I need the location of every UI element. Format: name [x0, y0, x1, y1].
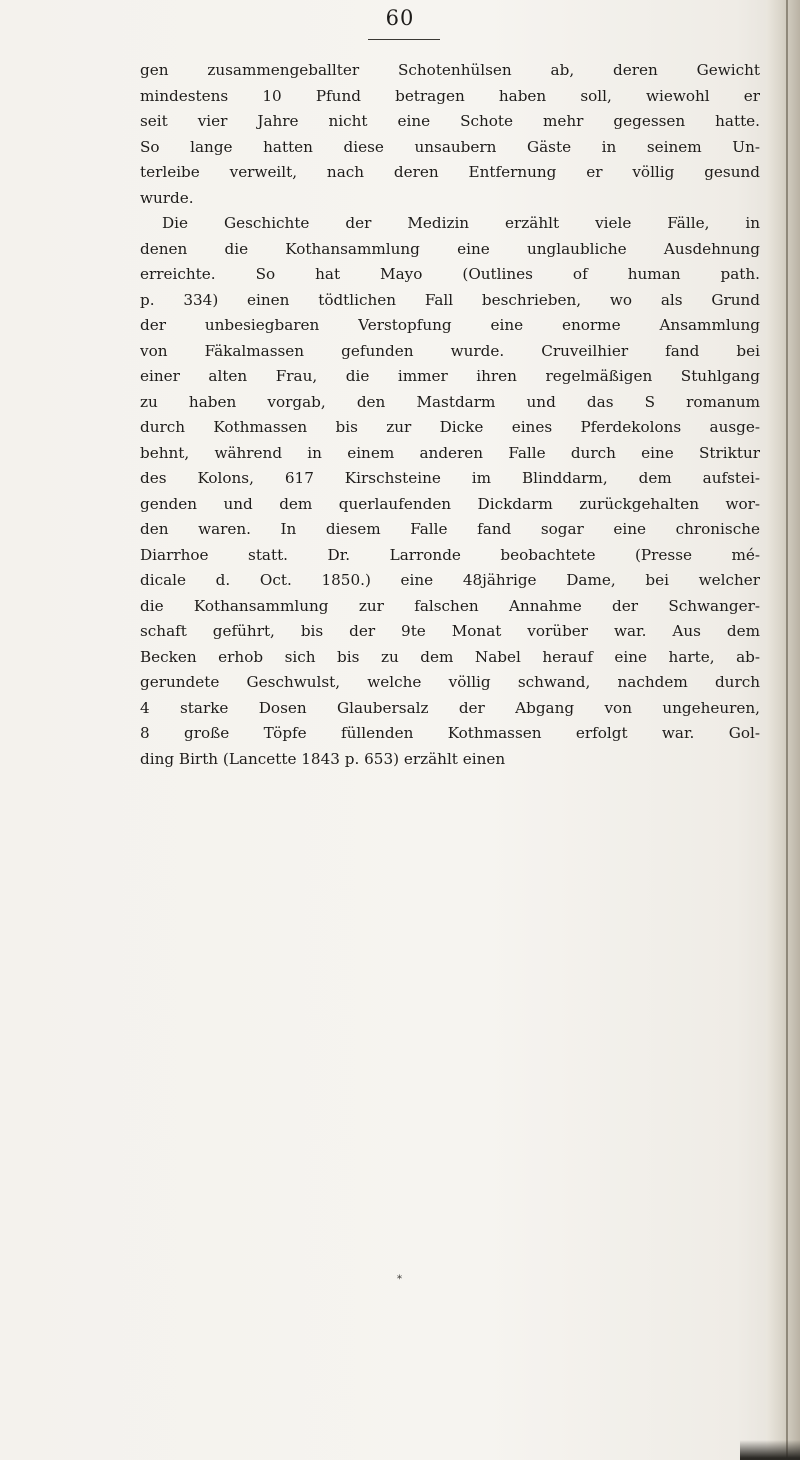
text-line: der unbesiegbaren Verstopfung eine enorme Ansammlung [140, 316, 760, 334]
text-line: den waren. In diesem Falle fand sogar eine chronische [140, 520, 760, 538]
text-line: gerundete Geschwulst, welche völlig schwand, nachdem durch [140, 673, 760, 691]
text-line: einer alten Frau, die immer ihren regelmäßigen Stuhlgang [140, 367, 760, 385]
text-line: die Kothansammlung zur falschen Annahme der Schwanger- [140, 596, 760, 615]
page-number-underline [368, 39, 440, 40]
text-line: 4 starke Dosen Glaubersalz der Abgang von ungeheuren, [140, 698, 760, 717]
text-line: denen die Kothansammlung eine unglaubliche Ausdehnung [140, 239, 760, 258]
body-text [140, 58, 760, 772]
text-line: Becken erhob sich bis zu dem Nabel herauf eine harte, ab- [140, 647, 760, 666]
text-line: Diarrhoe statt. Dr. Larronde beobachtete (Presse mé- [140, 545, 760, 564]
text-line: behnt, während in einem anderen Falle durch eine Striktur [140, 443, 760, 462]
text-line: wurde. [140, 188, 194, 207]
footer-mark: * [397, 1274, 402, 1285]
page-number: 60 [385, 6, 415, 30]
text-line: Die Geschichte der Medizin erzählt viele Fälle, in [162, 214, 760, 232]
page-edge-line [786, 0, 788, 1460]
text-line: gen zusammengeballter Schotenhülsen ab, deren Gewicht [140, 61, 760, 79]
text-line: ding Birth (Lancette 1843 p. 653) erzählt einen [140, 749, 506, 768]
text-line: terleibe verweilt, nach deren Entfernung er völlig gesund [140, 163, 760, 181]
page-edge-shadow [766, 0, 800, 1460]
corner-shadow [740, 1440, 800, 1460]
text-line: durch Kothmassen bis zur Dicke eines Pferdekolons ausge- [140, 418, 760, 436]
text-line: erreichte. So hat Mayo (Outlines of human path. [140, 265, 760, 283]
text-line: des Kolons, 617 Kirschsteine im Blinddarm, dem aufstei- [140, 469, 760, 487]
text-line: von Fäkalmassen gefunden wurde. Cruveilhier fand bei [140, 341, 760, 360]
text-line: mindestens 10 Pfund betragen haben soll, wiewohl er [140, 86, 760, 105]
text-line: schaft geführt, bis der 9te Monat vorüber war. Aus dem [140, 622, 760, 640]
text-line: p. 334) einen tödtlichen Fall beschrieben, wo als Grund [140, 290, 760, 309]
text-line: genden und dem querlaufenden Dickdarm zurückgehalten wor- [140, 494, 760, 513]
text-line: zu haben vorgab, den Mastdarm und das S romanum [140, 392, 760, 411]
text-line: So lange hatten diese unsaubern Gäste in seinem Un- [140, 137, 760, 156]
text-line: 8 große Töpfe füllenden Kothmassen erfolgt war. Gol- [140, 724, 760, 742]
text-line: seit vier Jahre nicht eine Schote mehr gegessen hatte. [140, 112, 760, 130]
text-line: dicale d. Oct. 1850.) eine 48jährige Dame, bei welcher [140, 571, 760, 589]
